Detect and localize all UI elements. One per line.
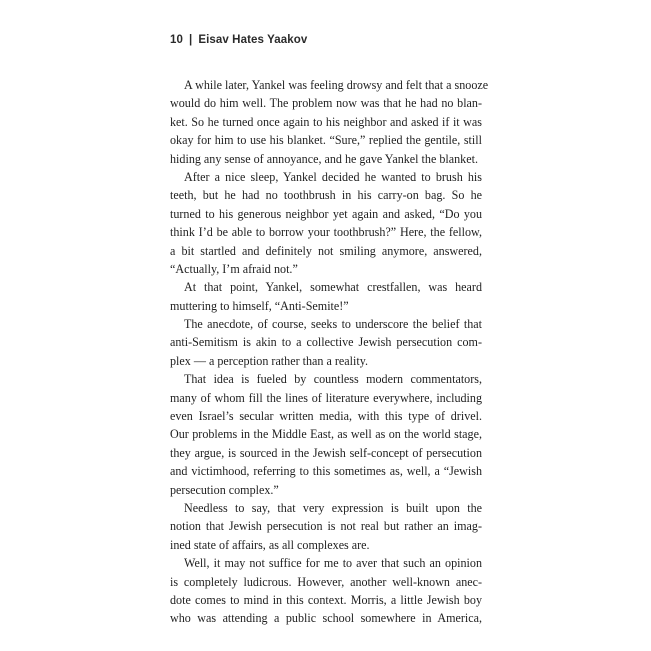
paragraph	[170, 370, 482, 499]
text-line: That idea is fueled by countless modern commentators,	[184, 372, 482, 387]
paragraph	[170, 76, 489, 168]
header-separator: |	[189, 34, 193, 46]
text-line: okay for him to use his blanket. “Sure,” replied the gentile, still	[170, 133, 482, 148]
text-line: Needless to say, that very expression is built upon the	[184, 500, 482, 515]
text-line: who was attending a public school somewhere in America,	[170, 611, 482, 626]
text-line: notion that Jewish persecution is not real but rather an imag-	[170, 519, 482, 534]
body-text	[170, 76, 489, 628]
text-line: and victimhood, referring to this sometimes as, well, a “Jewish	[170, 464, 482, 479]
text-line: think I’d be able to borrow your toothbrush?” Here, the fellow,	[170, 225, 482, 240]
text-line: The anecdote, of course, seeks to underscore the belief that	[184, 317, 482, 332]
text-line: even Israel’s secular written media, with this type of drivel.	[170, 409, 482, 424]
paragraph	[170, 554, 482, 628]
text-line: “Actually, I’m afraid not.”	[170, 261, 298, 276]
text-line: dote comes to mind in this context. Morris, a little Jewish boy	[170, 592, 482, 607]
text-line: At that point, Yankel, somewhat crestfallen, was heard	[184, 280, 482, 295]
text-line: After a nice sleep, Yankel decided he wanted to brush his	[184, 169, 482, 184]
paragraph	[170, 499, 482, 554]
paragraph	[170, 278, 482, 315]
running-header	[170, 34, 307, 46]
text-line: would do him well. The problem now was that he had no blan-	[170, 96, 482, 111]
text-line: ined state of affairs, as all complexes are.	[170, 537, 370, 552]
text-line: is completely ludicrous. However, another well-known anec-	[170, 574, 482, 589]
text-line: muttering to himself, “Anti-Semite!”	[170, 298, 349, 313]
text-line: many of whom fill the lines of literature everywhere, including	[170, 390, 482, 405]
text-line: they argue, is sourced in the Jewish self-concept of persecution	[170, 445, 482, 460]
book-title: Eisav Hates Yaakov	[198, 34, 308, 46]
text-line: A while later, Yankel was feeling drowsy and felt that a snooze	[184, 78, 489, 92]
text-line: Well, it may not suffice for me to aver that such an opinion	[184, 556, 482, 571]
paragraph	[170, 168, 482, 278]
text-line: plex — a perception rather than a reality.	[170, 353, 368, 368]
text-line: teeth, but he had no toothbrush in his carry-on bag. So he	[170, 188, 482, 203]
text-line: anti-Semitism is akin to a collective Jewish persecution com-	[170, 335, 482, 350]
paragraph	[170, 315, 482, 370]
text-line: persecution complex.”	[170, 482, 279, 497]
text-line: a bit startled and definitely not smiling anymore, answered,	[170, 243, 482, 258]
text-line: turned to his generous neighbor yet again and asked, “Do you	[170, 206, 482, 221]
text-line: ket. So he turned once again to his neighbor and asked if it was	[170, 114, 482, 129]
page-number: 10	[170, 34, 183, 46]
text-line: hiding any sense of annoyance, and he gave Yankel the blanket.	[170, 151, 478, 166]
text-line: Our problems in the Middle East, as well as on the world stage,	[170, 427, 482, 442]
